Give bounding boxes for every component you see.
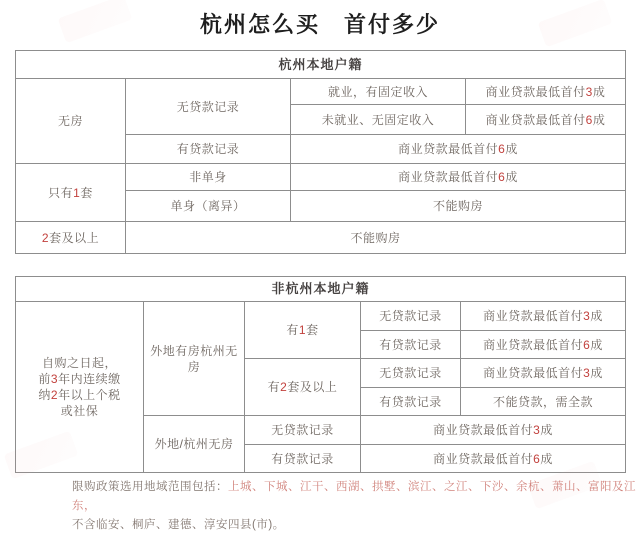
policy-note-line2: 不含临安、桐庐、建德、淳安四县(市)。	[72, 519, 285, 531]
cell-no-loan-record: 无贷款记录	[126, 79, 291, 135]
page-title: 杭州怎么买 首付多少	[199, 12, 440, 37]
policy-note	[72, 478, 640, 535]
cell-has-loan-record: 有贷款记录	[245, 445, 361, 473]
cell-downpayment-30: 商业贷款最低首付3成	[461, 302, 626, 331]
cell-downpayment-30: 商业贷款最低首付3成	[461, 359, 626, 388]
cell-no-loan-record: 无贷款记录	[361, 302, 461, 331]
cell-downpayment-60: 商业贷款最低首付6成	[361, 445, 626, 473]
cell-cannot-buy: 不能购房	[126, 222, 626, 254]
cell-tax-condition: 自购之日起， 前3年内连续缴 纳2年以上个税 或社保	[16, 302, 144, 473]
policy-note-line1: 限购政策选用地域范围包括：上城、下城、江干、西湖、拱墅、滨江、之江、下沙、余杭、萧山、富阳及江东，	[72, 481, 636, 512]
table2-header: 非杭州本地户籍	[16, 277, 626, 302]
cell-employed: 就业，有固定收入	[291, 79, 466, 105]
cell-downpayment-30: 商业贷款最低首付3成	[466, 79, 626, 105]
cell-downpayment-60: 商业贷款最低首付6成	[461, 331, 626, 359]
cell-two-plus-units: 2套及以上	[16, 222, 126, 254]
cell-no-loan-record: 无贷款记录	[361, 359, 461, 388]
table1-header: 杭州本地户籍	[16, 51, 626, 79]
cell-no-house-anywhere: 外地/杭州无房	[144, 416, 245, 473]
cell-house-elsewhere: 外地有房杭州无 房	[144, 302, 245, 416]
cell-two-plus-units: 有2套及以上	[245, 359, 361, 416]
cell-one-unit: 有1套	[245, 302, 361, 359]
cell-downpayment-60: 商业贷款最低首付6成	[291, 135, 626, 164]
cell-has-loan-record: 有贷款记录	[361, 331, 461, 359]
cell-no-loan-record: 无贷款记录	[245, 416, 361, 445]
cell-not-single: 非单身	[126, 164, 291, 191]
cell-single-divorced: 单身（离异）	[126, 191, 291, 222]
cell-no-house: 无房	[16, 79, 126, 164]
cell-only-one-unit: 只有1套	[16, 164, 126, 222]
cell-cannot-buy: 不能购房	[291, 191, 626, 222]
cell-has-loan-record: 有贷款记录	[126, 135, 291, 164]
cell-downpayment-60: 商业贷款最低首付6成	[291, 164, 626, 191]
cell-no-loan-full-payment: 不能贷款，需全款	[461, 388, 626, 416]
cell-unemployed: 未就业、无固定收入	[291, 105, 466, 135]
cell-has-loan-record: 有贷款记录	[361, 388, 461, 416]
non-local-household-table	[15, 276, 626, 473]
cell-downpayment-60: 商业贷款最低首付6成	[466, 105, 626, 135]
local-household-table	[15, 50, 626, 254]
cell-downpayment-30: 商业贷款最低首付3成	[361, 416, 626, 445]
